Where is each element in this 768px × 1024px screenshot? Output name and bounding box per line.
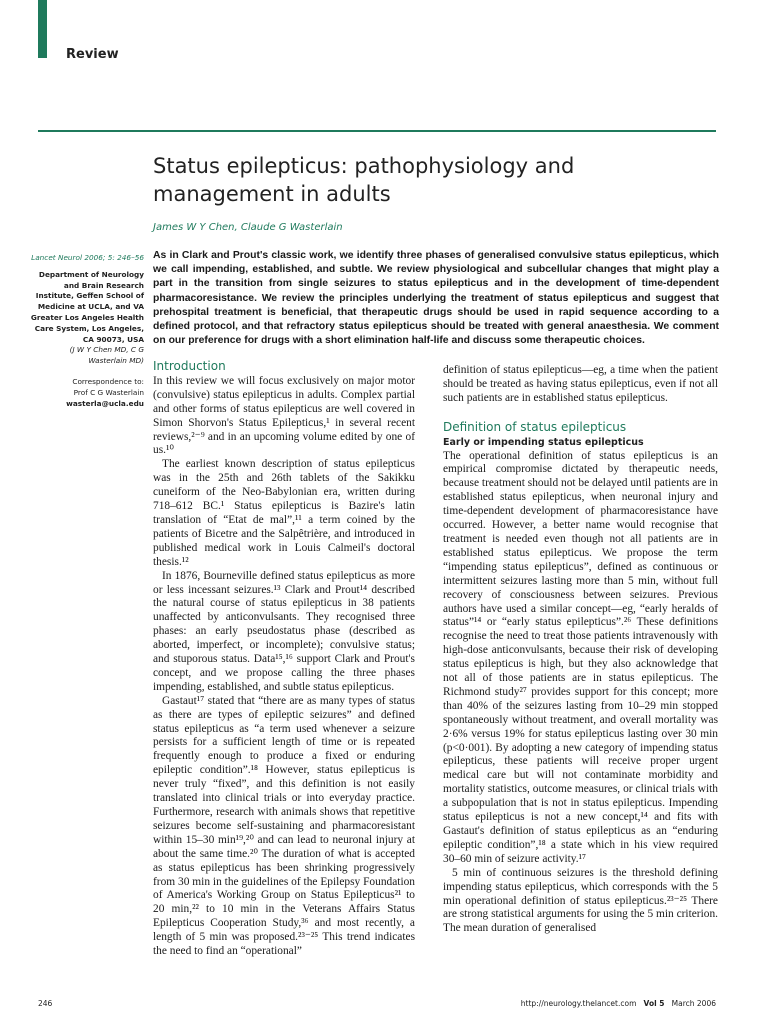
author-affiliation: Department of Neurology and Brain Research Institute, Geffen School of Medicine at UCLA, and VA Greater Los Angeles Health Care System, Los Angeles, CA 90073, USA bbox=[30, 269, 144, 344]
correspondence-label: Correspondence to: bbox=[72, 376, 144, 386]
definition-heading: Definition of status epilepticus bbox=[443, 419, 627, 434]
paragraph: Gastaut¹⁷ stated that “there are as many types of status as there are types of epileptic seizures” and defined status epilepticus as “a term used whenever a seizure persists for a sufficient length of time or is repeated frequently enough to produce a fixed or enduring epileptic condition”.¹⁸ However, status epilepticus is never truly “fixed”, and this definition is not easily translated into clinical trials or into everyday practice. Furthermore, research with animals shows that repetitive seizures become self-sustaining and pharmacoresistant within 15–30 min¹⁹,²⁰ and can lead to neuronal injury at about the same time.²⁰ The duration of what is accepted as status epilepticus has been shrinking progressively from 30 min in the guidelines of the Epilepsy Foundation of America's Working Group on Status Epilepticus²¹ to 20 min,²² to 10 min in the Veterans Affairs Status Epilepticus Cooperation Study,³⁶ and most recently, a length of 5 min was proposed.²³⁻²⁵ This trend indicates the need to find an “operational” bbox=[153, 694, 415, 958]
introduction-heading: Introduction bbox=[153, 359, 226, 373]
page-number: 246 bbox=[38, 999, 53, 1008]
correspondence-name: Prof C G Wasterlain bbox=[73, 387, 144, 397]
paragraph: The earliest known description of status epilepticus was in the 25th and 26th tablets of the Sakikku cuneiform of the Neo-Babylonian era, written during 718–612 BC.¹ Status epilepticus is Bazire's latin translation of “Etat de mal”,¹¹ a term coined by the patients of Bicetre and the Salpêtrière, and introduced in published medical work in Louis Calmeil's doctoral thesis.¹² bbox=[153, 458, 415, 568]
paragraph: In this review we will focus exclusively on major motor (convulsive) status epilepticus in adults. Complex partial and other forms of status epilepticus are well covered in Simon Shorvon's Status Epilepticus,¹ in several recent reviews,²⁻⁹ and in an upcoming volume edited by one of us.¹⁰ bbox=[153, 374, 415, 457]
paragraph: definition of status epilepticus—eg, a time when the patient should be treated as having status epilepticus, even if not all such patients are in established status epilepticus. bbox=[443, 364, 718, 404]
correspondence-email[interactable]: wasterla@ucla.edu bbox=[66, 398, 144, 408]
paragraph: In 1876, Bourneville defined status epilepticus as more or less incessant seizures.¹³ Clark and Prout¹⁴ described the natural course of status epilepticus in 38 patients unaffected by anticonvulsants. They recognised three phases: an early pseudostatus phase (described as aborted, imperfect, or incomplete); convulsive status; and stuporous status. Data¹⁵,¹⁶ support Clark and Prout's concept, and we propose calling the three phases impending, established, and subtle status epilepticus. bbox=[153, 569, 415, 693]
abstract: As in Clark and Prout's classic work, we identify three phases of generalised convulsive status epilepticus, which we call impending, established, and subtle. We review physiological and subcellular changes that might play a part in the transition from single seizures to status epilepticus and in the development of time-dependent pharmacoresistance. We review the principles underlying the treatment of status epilepticus and suggest that prehospital treatment is beneficial, that therapeutic drugs should be used in rapid sequence according to a defined protocol, and that refractory status epilepticus should be treated with general anaesthesia. We comment on our preference for drugs with a short elimination half-life and discuss some therapeutic choices. bbox=[153, 250, 719, 347]
author-initials: (J W Y Chen MD, C G Wasterlain MD) bbox=[69, 345, 144, 366]
impending-subheading: Early or impending status epilepticus bbox=[443, 436, 644, 448]
section-color-bar bbox=[38, 0, 47, 58]
section-label: Review bbox=[66, 47, 119, 62]
column-right bbox=[443, 364, 718, 936]
article-title: Status epilepticus: pathophysiology and management in adults bbox=[153, 154, 575, 206]
header-rule bbox=[38, 130, 716, 132]
issue-date: March 2006 bbox=[671, 999, 716, 1008]
paragraph: The operational definition of status epilepticus is an empirical compromise dictated by therapeutic needs, because treatment should not be delayed until patients are in established status epilepticus, when neuronal injury and time-dependent development of pharmacoresistance have occurred. However, a better name would recognise that treatment is needed even though not all patients are in established status epilepticus. We propose the term “impending status epilepticus”, defined as continuous or intermittent seizures lasting more than 5 min, without full recovery of consciousness between seizures. Previous authors have used a similar concept—eg, “early heralds of status”¹⁴ or “early status epilepticus”.²⁶ These definitions recognise the need to treat those patients intravenously with high-dose anticonvulsants, because their risk of developing status epilepticus is high, but they also acknowledge that not all of those patients are in status epilepticus. The Richmond study²⁷ provides support for this concept; more than 40% of the seizures lasting from 10–29 min stopped spontaneously without treatment, and overall mortality was 2·6% versus 19% for status epilepticus lasting over 30 min (p<0·001). By adopting a new category of impending status epilepticus, these patients will receive proper urgent medical care but will not contaminate morbidity and mortality statistics, outcome measures, or clinical trials with a subpopulation that is not in status epilepticus. Impending status epilepticus is not a new concept,¹⁴ and fits with Gastaut's definition of status epilepticus as an “enduring epileptic condition”,¹⁸ a state which in his view required 30–60 min of seizure activity.¹⁷ bbox=[443, 449, 718, 865]
volume: Vol 5 bbox=[643, 999, 665, 1008]
footer-info bbox=[521, 999, 716, 1008]
article-authors: James W Y Chen, Claude G Wasterlain bbox=[153, 222, 343, 233]
journal-url[interactable]: http://neurology.thelancet.com bbox=[520, 999, 637, 1008]
journal-citation: Lancet Neurol 2006; 5: 246–56 bbox=[31, 253, 144, 262]
sidebar bbox=[30, 253, 144, 409]
column-left bbox=[153, 360, 415, 959]
paragraph: 5 min of continuous seizures is the threshold defining impending status epilepticus, which corresponds with the 5 min operational definition of status epilepticus.²³⁻²⁵ There are strong statistical arguments for using the 5 min criterion. The mean duration of generalised bbox=[443, 866, 718, 935]
